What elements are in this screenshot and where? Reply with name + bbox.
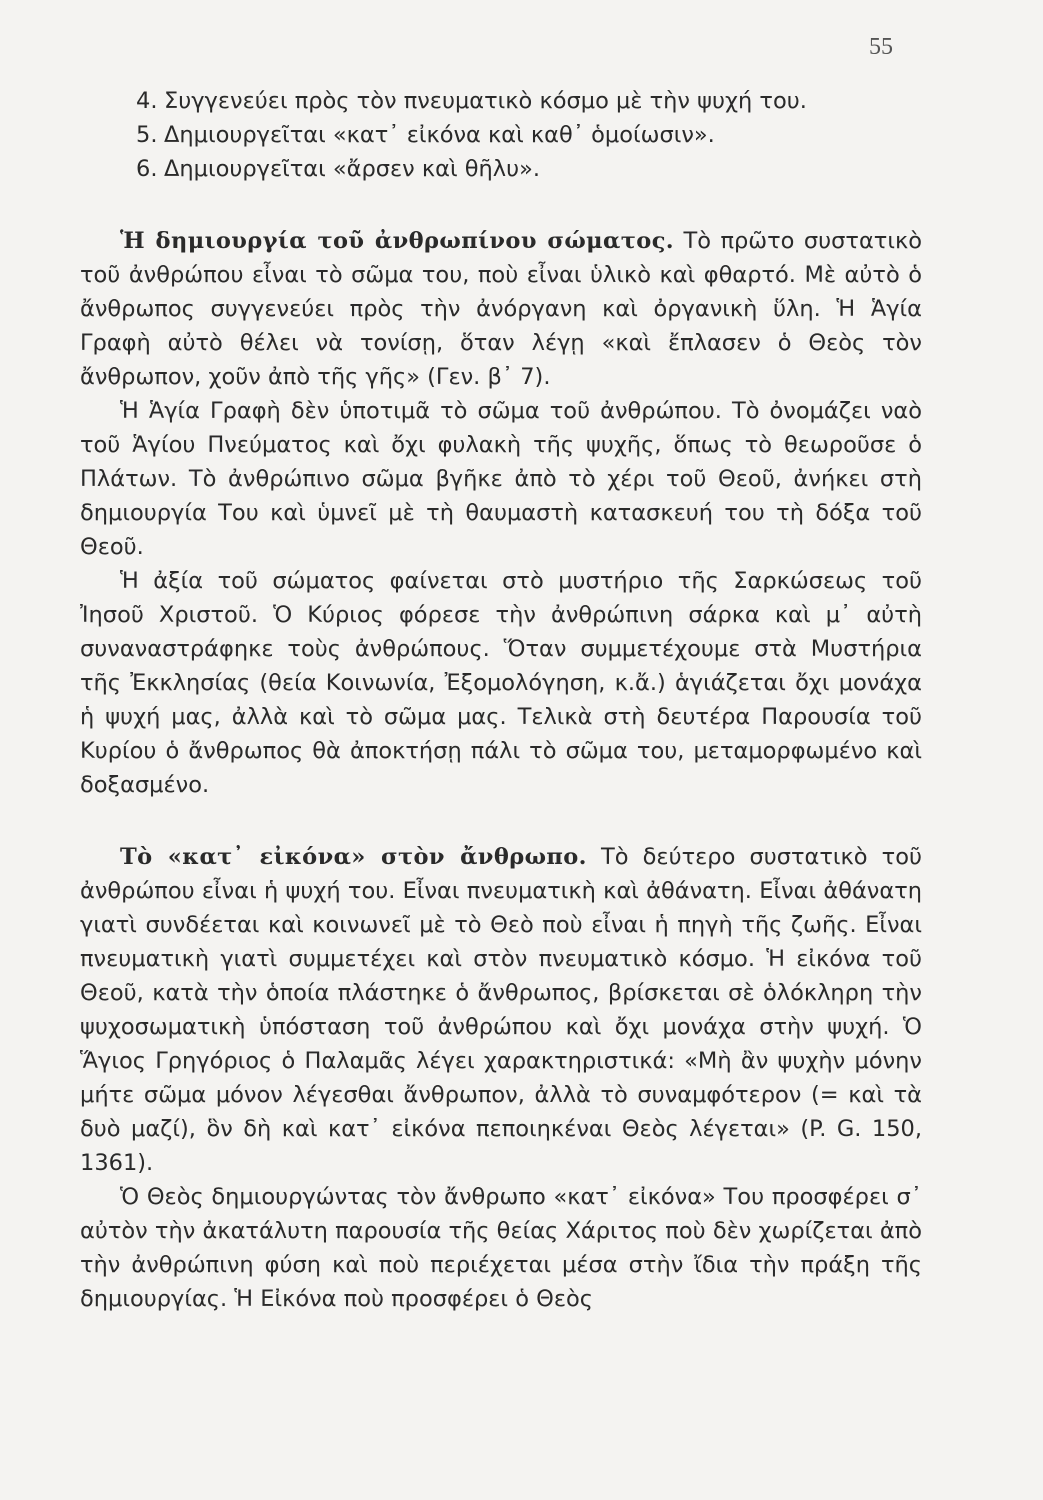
list-text: Δημιουργεῖται «κατ᾽ εἰκόνα καὶ καθ᾽ ὁμοίωσιν».: [164, 122, 715, 148]
paragraph: Ἡ ἀξία τοῦ σώματος φαίνεται στὸ μυστήριο τῆς Σαρκώσεως τοῦ Ἰησοῦ Χριστοῦ. Ὁ Κύριος φόρεσε τὴν ἀνθρώπινη σάρκα καὶ μ᾽ αὐτὴ συναναστράφηκε τοὺς ἀνθρώπους. Ὅταν συμμετέχουμε στὰ Μυστήρια τῆς Ἐκκλησίας (θεία Κοινωνία, Ἐξομολόγηση, κ.ἄ.) ἁγιάζεται ὄχι μονάχα ἡ ψυχή μας, ἀλλὰ καὶ τὸ σῶμα μας. Τελικὰ στὴ δευτέρα Παρουσία τοῦ Κυρίου ὁ ἄνθρωπος θὰ ἀποκτήσῃ πάλι τὸ σῶμα του, μεταμορφωμένο καὶ δοξασμένο.: [80, 568, 922, 798]
numbered-list: [80, 84, 922, 186]
paragraph: [80, 840, 922, 1180]
section-image-of-god: [80, 840, 922, 1316]
list-item: [80, 84, 922, 118]
section-heading: Ἡ δημιουργία τοῦ ἀνθρωπίνου σώματος.: [120, 228, 675, 254]
paragraph-text: Τὸ δεύτερο συστατικὸ τοῦ ἀνθρώπου εἶναι ἡ ψυχή του. Εἶναι πνευματικὴ καὶ ἀθάνατη. Εἶναι ἀθάνατη γιατὶ συνδέεται καὶ κοινωνεῖ μὲ τὸ Θεὸ ποὺ εἶναι ἡ πηγὴ τῆς ζωῆς. Εἶναι πνευματικὴ γιατὶ συμμετέχει καὶ στὸν πνευματικὸ κόσμο. Ἡ εἰκόνα τοῦ Θεοῦ, κατὰ τὴν ὁποία πλάστηκε ὁ ἄνθρωπος, βρίσκεται σὲ ὁλόκληρη τὴν ψυχοσωματικὴ ὑπόσταση τοῦ ἀνθρώπου καὶ ὄχι μονάχα στὴν ψυχή. Ὁ Ἅγιος Γρηγόριος ὁ Παλαμᾶς λέγει χαρακτηριστικά: «Μὴ ἂν ψυχὴν μόνην μήτε σῶμα μόνον λέγεσθαι ἄνθρωπον, ἀλλὰ τὸ συναμφότερον (= καὶ τὰ δυὸ μαζί), ὃν δὴ καὶ κατ᾽ εἰκόνα πεποιηκέναι Θεὸς λέγεται» (P. G. 150, 1361).: [80, 844, 922, 1176]
list-number: 4.: [136, 88, 158, 114]
list-number: 6.: [136, 156, 158, 182]
list-item: [80, 152, 922, 186]
list-text: Συγγενεύει πρὸς τὸν πνευματικὸ κόσμο μὲ τὴν ψυχή του.: [164, 88, 807, 114]
paragraph: Ὁ Θεὸς δημιουργώντας τὸν ἄνθρωπο «κατ᾽ εἰκόνα» Του προσφέρει σ᾽ αὐτὸν τὴν ἀκατάλυτη παρουσία τῆς θείας Χάριτος ποὺ δὲν χωρίζεται ἀπὸ τὴν ἀνθρώπινη φύση καὶ ποὺ περιέχεται μέσα στὴν ἴδια τὴν πράξη τῆς δημιουργίας. Ἡ Εἰκόνα ποὺ προσφέρει ὁ Θεὸς: [80, 1184, 922, 1312]
list-item: [80, 118, 922, 152]
paragraph: [80, 224, 922, 394]
list-text: Δημιουργεῖται «ἄρσεν καὶ θῆλυ».: [164, 156, 541, 182]
page-body: [80, 84, 922, 1316]
paragraph: Ἡ Ἁγία Γραφὴ δὲν ὑποτιμᾶ τὸ σῶμα τοῦ ἀνθρώπου. Τὸ ὀνομάζει ναὸ τοῦ Ἁγίου Πνεύματος καὶ ὄχι φυλακὴ τῆς ψυχῆς, ὅπως τὸ θεωροῦσε ὁ Πλάτων. Τὸ ἀνθρώπινο σῶμα βγῆκε ἀπὸ τὸ χέρι τοῦ Θεοῦ, ἀνήκει στὴ δημιουργία Του καὶ ὑμνεῖ μὲ τὴ θαυμαστὴ κατασκευή του τὴ δόξα τοῦ Θεοῦ.: [80, 398, 922, 560]
section-body-creation: [80, 224, 922, 802]
page-number: 55: [869, 34, 893, 60]
paragraph-text: Τὸ πρῶτο συστατικὸ τοῦ ἀνθρώπου εἶναι τὸ σῶμα του, ποὺ εἶναι ὑλικὸ καὶ φθαρτό. Μὲ αὐτὸ ὁ ἄνθρωπος συγγενεύει πρὸς τὴν ἀνόργανη καὶ ὀργανικὴ ὕλη. Ἡ Ἁγία Γραφὴ αὐτὸ θέλει νὰ τονίσῃ, ὅταν λέγῃ «καὶ ἔπλασεν ὁ Θεὸς τὸν ἄνθρωπον, χοῦν ἀπὸ τῆς γῆς» (Γεν. β᾽ 7).: [80, 228, 922, 390]
section-heading: Τὸ «κατ᾽ εἰκόνα» στὸν ἄνθρωπο.: [120, 844, 587, 870]
list-number: 5.: [136, 122, 158, 148]
